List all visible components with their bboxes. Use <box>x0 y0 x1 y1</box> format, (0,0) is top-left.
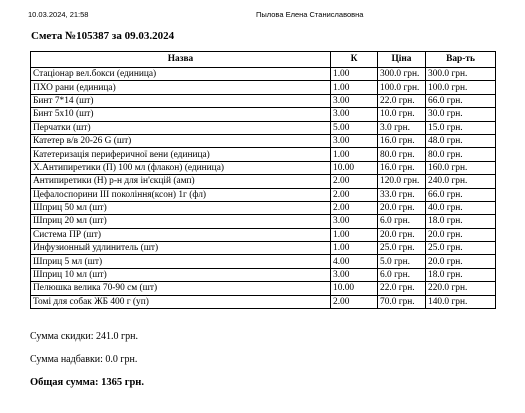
cell-cost: 25.0 грн. <box>426 242 496 255</box>
cell-price: 22.0 грн. <box>378 282 426 295</box>
cell-qty: 3.00 <box>331 134 378 147</box>
cell-cost: 66.0 грн. <box>426 94 496 107</box>
cell-cost: 66.0 грн. <box>426 188 496 201</box>
table-row <box>31 201 496 214</box>
cell-price: 6.0 грн. <box>378 215 426 228</box>
cell-name: Катетеризація периферичної вени (единица) <box>31 148 331 161</box>
total-sum: Общая сумма: 1365 грн. <box>30 377 144 388</box>
cell-price: 20.0 грн. <box>378 201 426 214</box>
cell-name: Стаціонар вел.бокси (единица) <box>31 68 331 81</box>
table-row <box>31 188 496 201</box>
table-row <box>31 134 496 147</box>
cell-cost: 20.0 грн. <box>426 255 496 268</box>
cell-price: 300.0 грн. <box>378 68 426 81</box>
column-header-name: Назва <box>31 52 331 68</box>
cell-name: Шприц 10 мл (шт) <box>31 268 331 281</box>
cell-cost: 15.0 грн. <box>426 121 496 134</box>
cell-price: 25.0 грн. <box>378 242 426 255</box>
cell-qty: 2.00 <box>331 295 378 308</box>
cell-cost: 30.0 грн. <box>426 108 496 121</box>
column-header-cost: Вар-ть <box>426 52 496 68</box>
cell-cost: 20.0 грн. <box>426 228 496 241</box>
cell-price: 120.0 грн. <box>378 175 426 188</box>
cell-cost: 18.0 грн. <box>426 268 496 281</box>
column-header-qty: К <box>331 52 378 68</box>
cell-qty: 4.00 <box>331 255 378 268</box>
estimate-table <box>30 51 496 309</box>
cell-name: Цефалоспорини III покоління(ксон) 1г (фл) <box>31 188 331 201</box>
cell-qty: 3.00 <box>331 268 378 281</box>
table-header-row <box>31 52 496 68</box>
cell-name: Шприц 20 мл (шт) <box>31 215 331 228</box>
cell-qty: 1.00 <box>331 148 378 161</box>
cell-cost: 40.0 грн. <box>426 201 496 214</box>
cell-price: 16.0 грн. <box>378 134 426 147</box>
print-datetime: 10.03.2024, 21:58 <box>28 10 89 19</box>
cell-cost: 48.0 грн. <box>426 134 496 147</box>
cell-name: Перчатки (шт) <box>31 121 331 134</box>
cell-qty: 2.00 <box>331 201 378 214</box>
table-row <box>31 295 496 308</box>
table-body <box>31 68 496 309</box>
table-row <box>31 94 496 107</box>
table-row <box>31 242 496 255</box>
cell-name: Инфузионный удлинитель (шт) <box>31 242 331 255</box>
cell-name: Томі для собак ЖБ 400 г (уп) <box>31 295 331 308</box>
cell-qty: 2.00 <box>331 175 378 188</box>
cell-price: 100.0 грн. <box>378 81 426 94</box>
cell-name: Шприц 50 мл (шт) <box>31 201 331 214</box>
cell-price: 70.0 грн. <box>378 295 426 308</box>
cell-qty: 3.00 <box>331 215 378 228</box>
table-row <box>31 282 496 295</box>
cell-cost: 140.0 грн. <box>426 295 496 308</box>
cell-price: 10.0 грн. <box>378 108 426 121</box>
cell-cost: 160.0 грн. <box>426 161 496 174</box>
cell-qty: 10.00 <box>331 161 378 174</box>
table-row <box>31 68 496 81</box>
cell-cost: 80.0 грн. <box>426 148 496 161</box>
cell-name: Х.Антипиретики (П) 100 мл (флакон) (единица) <box>31 161 331 174</box>
table-row <box>31 255 496 268</box>
cell-name: Шприц 5 мл (шт) <box>31 255 331 268</box>
cell-name: Катетер в/в 20-26 G (шт) <box>31 134 331 147</box>
table-row <box>31 161 496 174</box>
table-row <box>31 268 496 281</box>
cell-name: ПХО рани (единица) <box>31 81 331 94</box>
print-header <box>0 10 525 22</box>
cell-price: 3.0 грн. <box>378 121 426 134</box>
cell-price: 5.0 грн. <box>378 255 426 268</box>
cell-cost: 18.0 грн. <box>426 215 496 228</box>
cell-name: Система ПР (шт) <box>31 228 331 241</box>
table-row <box>31 148 496 161</box>
table-row <box>31 121 496 134</box>
cell-price: 16.0 грн. <box>378 161 426 174</box>
cell-price: 33.0 грн. <box>378 188 426 201</box>
cell-qty: 3.00 <box>331 108 378 121</box>
cell-qty: 1.00 <box>331 228 378 241</box>
cell-price: 20.0 грн. <box>378 228 426 241</box>
cell-cost: 220.0 грн. <box>426 282 496 295</box>
cell-cost: 100.0 грн. <box>426 81 496 94</box>
column-header-price: Ціна <box>378 52 426 68</box>
table-row <box>31 108 496 121</box>
markup-sum: Сумма надбавки: 0.0 грн. <box>30 354 138 365</box>
cell-qty: 10.00 <box>331 282 378 295</box>
table-row <box>31 175 496 188</box>
discount-sum: Сумма скидки: 241.0 грн. <box>30 331 138 342</box>
cell-name: Бинт 5x10 (шт) <box>31 108 331 121</box>
cell-qty: 1.00 <box>331 68 378 81</box>
cell-price: 6.0 грн. <box>378 268 426 281</box>
cell-qty: 1.00 <box>331 81 378 94</box>
estimate-title: Смета №105387 за 09.03.2024 <box>31 30 175 42</box>
table-row <box>31 81 496 94</box>
table-row <box>31 215 496 228</box>
cell-name: Антипиретики (Н) р-н для ін'єкцій (амп) <box>31 175 331 188</box>
cell-name: Бинт 7*14 (шт) <box>31 94 331 107</box>
cell-cost: 300.0 грн. <box>426 68 496 81</box>
table-row <box>31 228 496 241</box>
cell-qty: 1.00 <box>331 242 378 255</box>
cell-price: 22.0 грн. <box>378 94 426 107</box>
cell-qty: 5.00 <box>331 121 378 134</box>
cell-cost: 240.0 грн. <box>426 175 496 188</box>
cell-price: 80.0 грн. <box>378 148 426 161</box>
person-name: Пылова Елена Станиславовна <box>256 10 364 19</box>
cell-qty: 2.00 <box>331 188 378 201</box>
cell-name: Пелюшка велика 70-90 см (шт) <box>31 282 331 295</box>
cell-qty: 3.00 <box>331 94 378 107</box>
